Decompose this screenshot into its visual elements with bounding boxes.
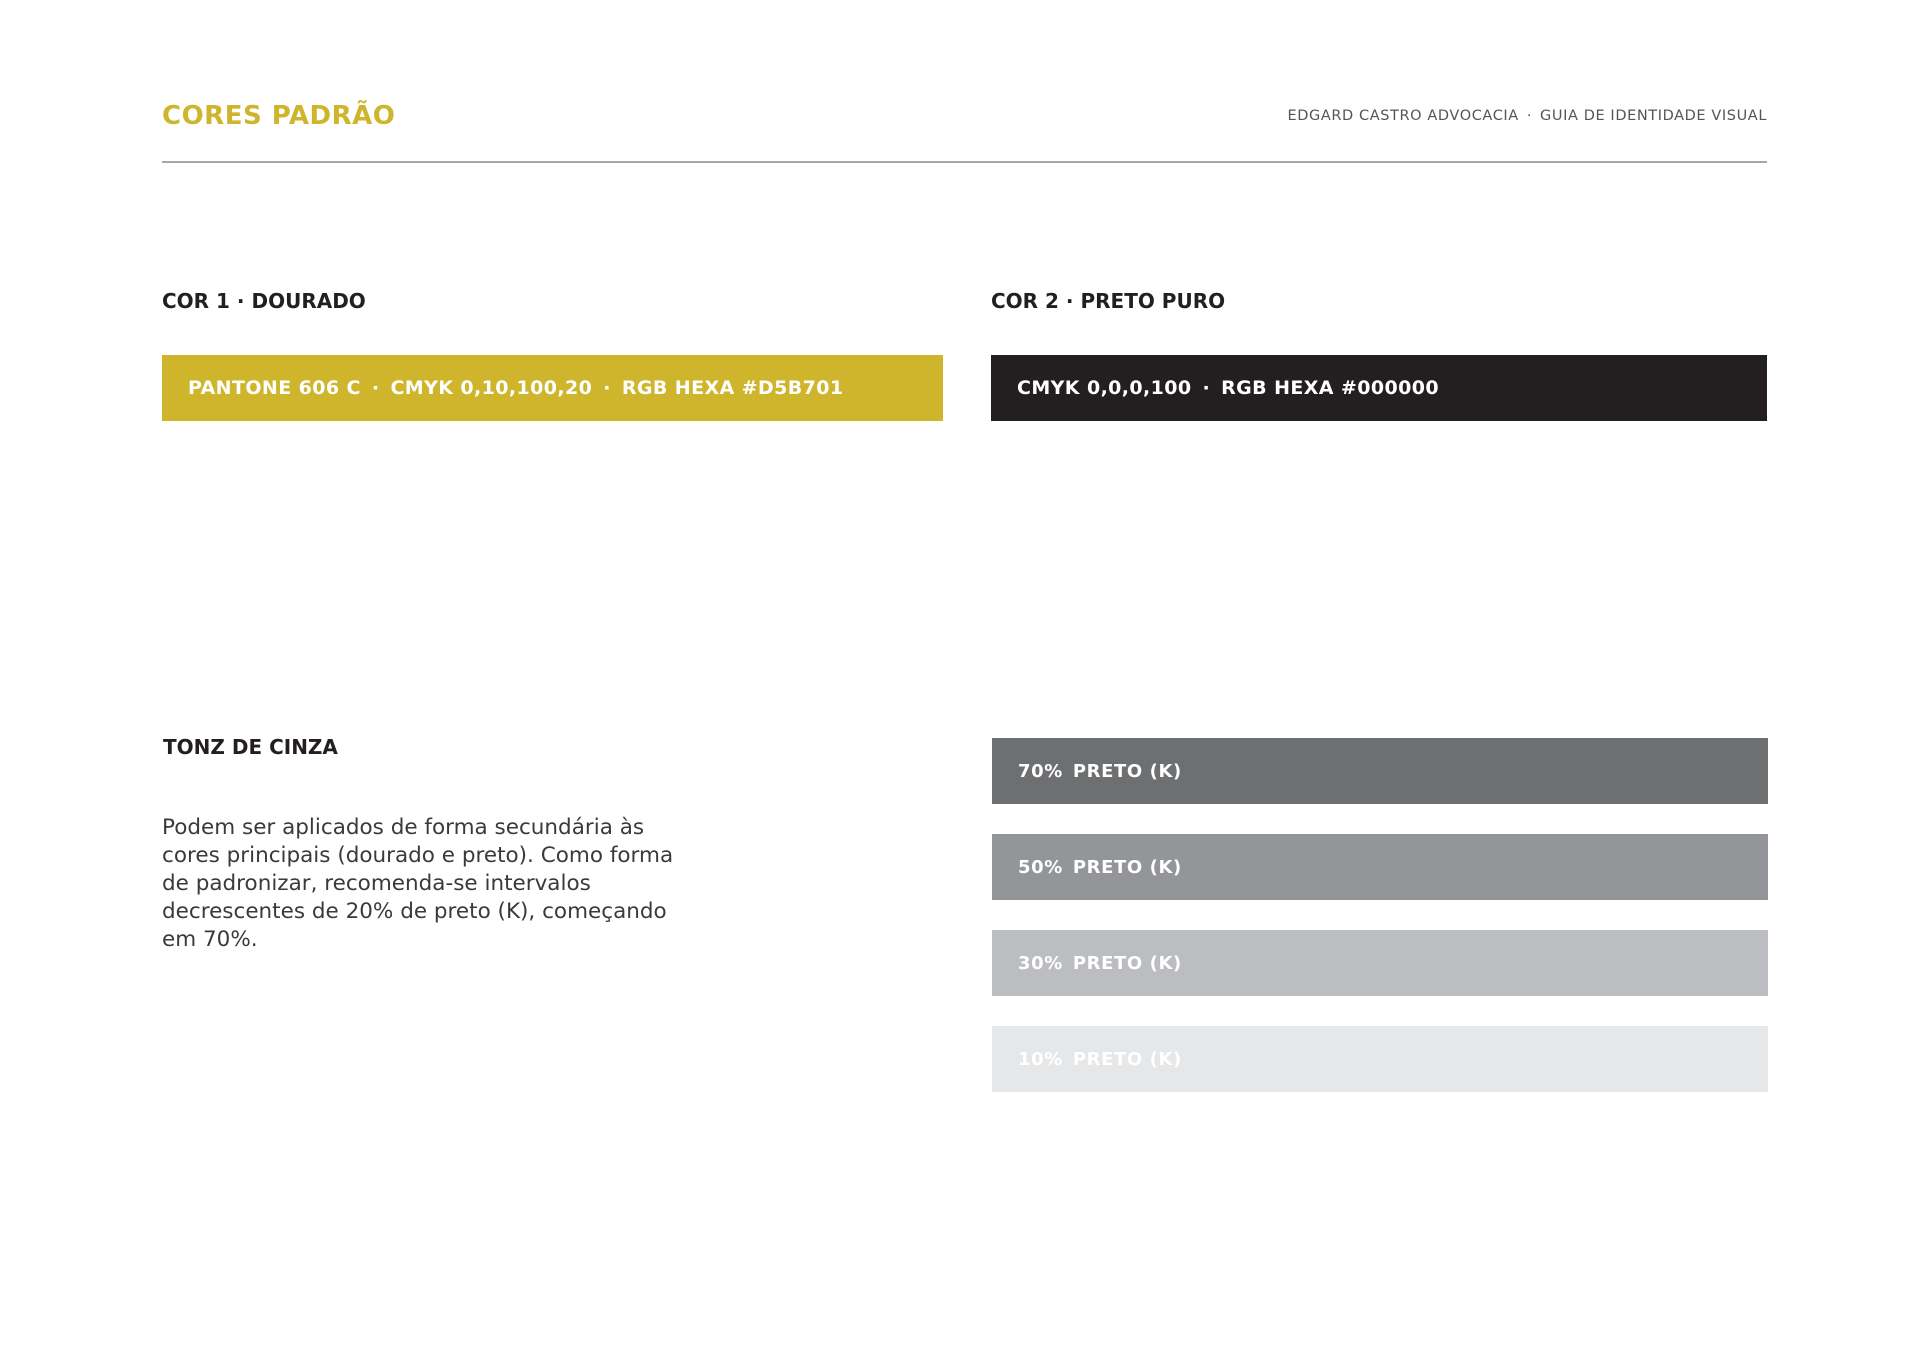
tone-percent: 50% bbox=[1018, 856, 1063, 878]
spec-separator: · bbox=[1202, 377, 1211, 399]
color-2-swatch bbox=[991, 355, 1767, 421]
color-2-title: COR 2 · PRETO PURO bbox=[991, 289, 1226, 313]
gray-tone-30 bbox=[992, 930, 1768, 996]
grays-title: TONZ DE CINZA bbox=[163, 735, 338, 759]
color-1-title: COR 1 · DOURADO bbox=[162, 289, 366, 313]
color-1-pantone: PANTONE 606 C bbox=[188, 377, 361, 399]
spec-separator: · bbox=[371, 377, 380, 399]
gray-tone-70 bbox=[992, 738, 1768, 804]
color-2-hex: RGB HEXA #000000 bbox=[1221, 377, 1439, 399]
gray-tone-50 bbox=[992, 834, 1768, 900]
tone-percent: 70% bbox=[1018, 760, 1063, 782]
color-1-swatch bbox=[162, 355, 943, 421]
color-1-cmyk: CMYK 0,10,100,20 bbox=[390, 377, 593, 399]
spec-separator: · bbox=[603, 377, 611, 399]
guide-name: GUIA DE IDENTIDADE VISUAL bbox=[1540, 108, 1767, 124]
header-divider bbox=[162, 161, 1767, 163]
tone-label: PRETO (K) bbox=[1072, 856, 1182, 878]
tone-percent: 10% bbox=[1018, 1048, 1063, 1070]
tone-label: PRETO (K) bbox=[1072, 952, 1182, 974]
grays-description: Podem ser aplicados de forma secundária às cores principais (dourado e preto). Como forma de padronizar, recomenda-se intervalos decrescentes de 20% de preto (K), começando em 70%. bbox=[162, 815, 674, 952]
header-separator: · bbox=[1526, 108, 1533, 124]
gray-tone-10 bbox=[992, 1026, 1768, 1092]
tone-label: PRETO (K) bbox=[1072, 760, 1182, 782]
page-title: CORES PADRÃO bbox=[162, 101, 396, 131]
color-1-hex: RGB HEXA #D5B701 bbox=[621, 377, 844, 399]
tone-label: PRETO (K) bbox=[1072, 1048, 1182, 1070]
brand-name: EDGARD CASTRO ADVOCACIA bbox=[1287, 108, 1519, 124]
document-header bbox=[1287, 106, 1767, 126]
color-2-cmyk: CMYK 0,0,0,100 bbox=[1017, 377, 1192, 399]
tone-percent: 30% bbox=[1018, 952, 1063, 974]
